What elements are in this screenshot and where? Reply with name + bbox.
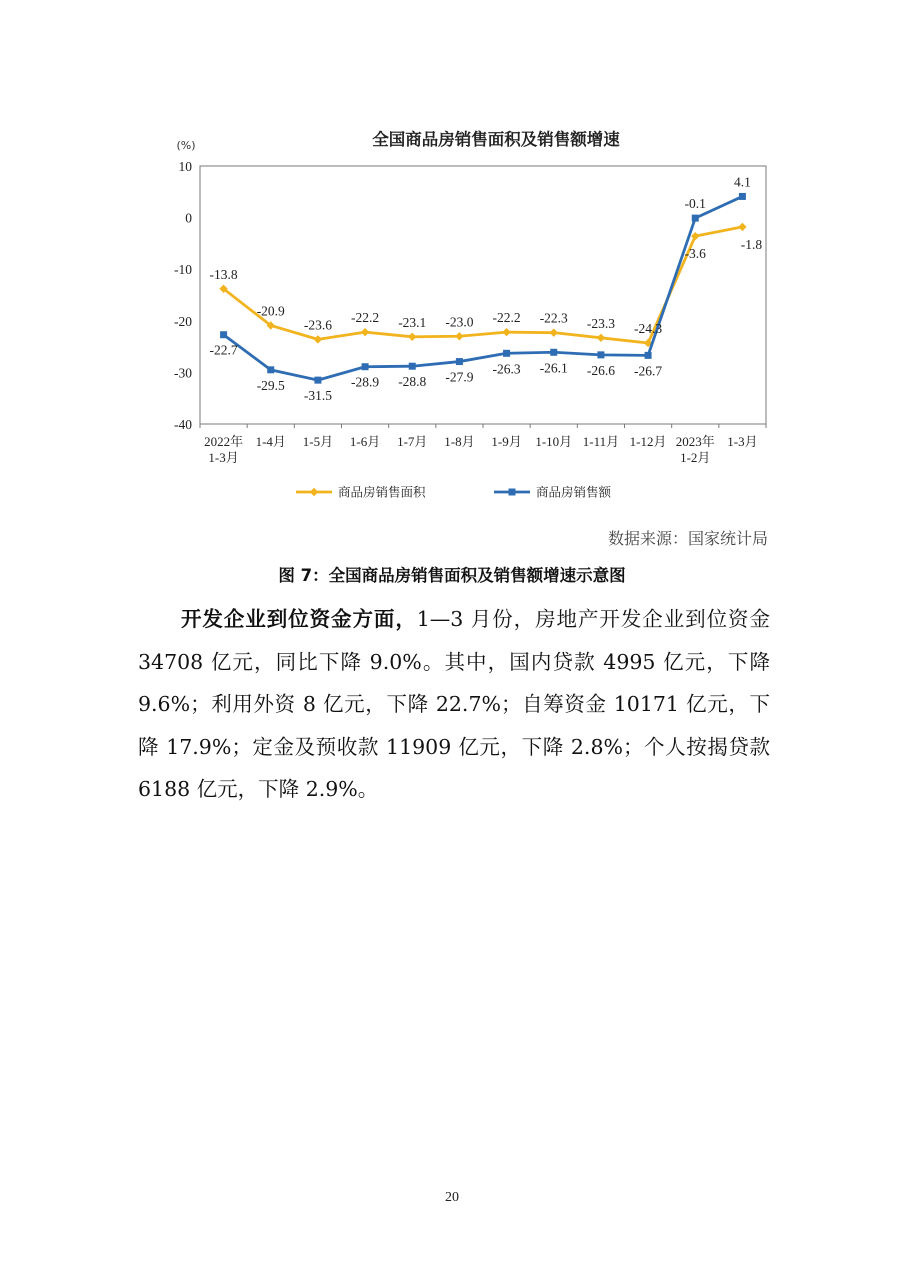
data-point xyxy=(738,223,746,231)
line-chart xyxy=(150,118,780,518)
data-label: -20.9 xyxy=(256,303,285,319)
data-point xyxy=(267,366,274,373)
paragraph-lead: 开发企业到位资金方面， xyxy=(180,607,417,631)
x-tick-label: 1-9月 xyxy=(491,434,522,449)
data-label: 4.1 xyxy=(733,174,751,190)
data-point xyxy=(456,358,463,365)
x-tick-label: 1-10月 xyxy=(535,434,573,449)
data-label: -22.7 xyxy=(209,342,238,358)
data-point xyxy=(550,349,557,356)
y-tick-label: -20 xyxy=(174,313,192,329)
data-point xyxy=(739,193,746,200)
data-point xyxy=(314,377,321,384)
data-point xyxy=(502,328,510,336)
data-point xyxy=(362,363,369,370)
data-label: -23.6 xyxy=(303,317,332,333)
x-tick-label: 1-12月 xyxy=(629,434,667,449)
x-tick-label: 2023年 xyxy=(675,434,715,449)
data-label: -3.6 xyxy=(684,246,706,262)
data-point xyxy=(409,363,416,370)
data-label: -23.0 xyxy=(445,314,474,330)
paragraph-body: 1—3 月份，房地产开发企业到位资金 34708 亿元，同比下降 9.0%。其中，国内贷款 4995 亿元，下降 9.6%；利用外资 8 亿元，下降 22.7%；自筹资金 10171 亿元，下降 17.9%；定金及预收款 11909 亿元，下降 2.8%；个人按揭贷款 6188 亿元，下降 2.9%。 xyxy=(138,607,771,801)
data-source-note: 数据来源：国家统计局 xyxy=(607,529,768,548)
data-label: -0.1 xyxy=(684,196,706,212)
data-label: -26.7 xyxy=(634,363,663,379)
data-point xyxy=(550,328,558,336)
data-label: -28.9 xyxy=(351,374,380,390)
data-label: -26.6 xyxy=(586,362,615,378)
legend-label: 商品房销售额 xyxy=(536,484,612,500)
x-tick-label: 1-4月 xyxy=(255,434,286,449)
y-tick-label: -30 xyxy=(174,365,192,381)
data-label: -28.8 xyxy=(398,374,427,390)
x-tick-label: 1-2月 xyxy=(680,450,711,465)
x-tick-label: 1-6月 xyxy=(349,434,381,449)
data-label: -31.5 xyxy=(303,388,332,404)
data-label: -22.3 xyxy=(539,310,568,326)
page-number: 20 xyxy=(445,1190,459,1205)
data-point xyxy=(361,328,369,336)
legend-label: 商品房销售面积 xyxy=(338,484,426,500)
legend-marker xyxy=(509,489,516,496)
data-point xyxy=(692,215,699,222)
data-label: -26.1 xyxy=(539,360,568,376)
y-axis-label: (%) xyxy=(176,139,196,152)
series-line-sales xyxy=(224,196,743,380)
y-tick-label: -10 xyxy=(174,262,192,278)
data-point xyxy=(455,332,463,340)
data-point xyxy=(645,352,652,359)
legend-marker xyxy=(310,488,318,496)
data-label: -23.1 xyxy=(398,314,427,330)
chart-title: 全国商品房销售面积及销售额增速 xyxy=(372,130,620,149)
data-point xyxy=(220,331,227,338)
y-tick-label: -40 xyxy=(174,417,192,432)
data-point xyxy=(597,351,604,358)
x-tick-label: 1-8月 xyxy=(444,434,475,449)
data-point xyxy=(314,335,322,343)
data-point xyxy=(597,334,605,342)
data-point xyxy=(503,350,510,357)
data-point xyxy=(408,333,416,341)
x-tick-label: 1-7月 xyxy=(397,434,428,449)
body-paragraph xyxy=(138,598,770,811)
data-point xyxy=(691,232,699,240)
series-line-area xyxy=(224,227,743,343)
y-tick-label: 10 xyxy=(178,159,192,174)
data-label: -29.5 xyxy=(256,377,285,393)
x-tick-label: 1-11月 xyxy=(582,434,620,449)
data-label: -23.3 xyxy=(586,315,615,331)
data-label: -13.8 xyxy=(209,266,238,282)
data-label: -22.2 xyxy=(351,310,380,326)
data-label: -26.3 xyxy=(492,361,521,377)
data-label: -22.2 xyxy=(492,310,521,326)
y-tick-label: 0 xyxy=(185,210,192,226)
x-tick-label: 1-3月 xyxy=(208,450,239,465)
data-label: -1.8 xyxy=(740,236,763,252)
x-tick-label: 1-3月 xyxy=(727,434,758,449)
x-tick-label: 1-5月 xyxy=(302,434,334,449)
data-label: -24.3 xyxy=(634,320,663,336)
data-label: -27.9 xyxy=(445,369,474,385)
chart xyxy=(150,118,780,518)
plot-frame xyxy=(200,166,766,424)
x-tick-label: 2022年 xyxy=(204,434,244,449)
figure-caption: 图 7：全国商品房销售面积及销售额增速示意图 xyxy=(278,566,626,585)
